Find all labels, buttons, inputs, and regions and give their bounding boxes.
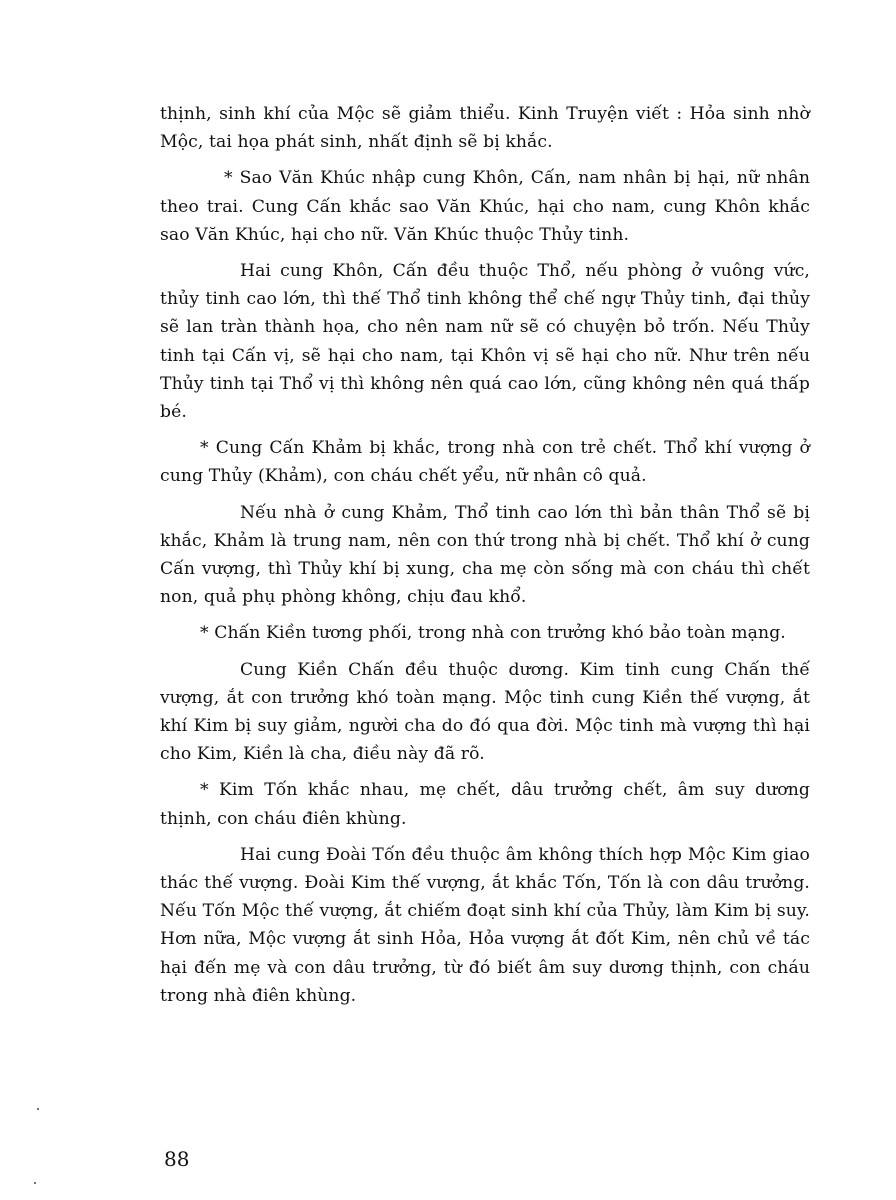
page-number: 88 — [164, 1147, 190, 1171]
paragraph-continuation: thịnh, sinh khí của Mộc sẽ giảm thiểu. Kinh Truyện viết : Hỏa sinh nhờ Mộc, tai họa phát sinh, nhất định sẽ bị khắc. — [160, 104, 810, 153]
paragraph-nha-kham: Nếu nhà ở cung Khảm, Thổ tinh cao lớn thì bản thân Thổ sẽ bị khắc, Khảm là trung nam, nên con thứ trong nhà bị chết. Thổ khí ở cung Cấn vượng, thì Thủy khí bị xung, cha mẹ còn sống mà con cháu thì chết non, quả phụ phòng không, chịu đau khổ. — [160, 502, 810, 608]
paragraph-chan-kien: * Chấn Kiền tương phối, trong nhà con trưởng khó bảo toàn mạng. — [200, 623, 786, 644]
page-body — [160, 100, 810, 1018]
paragraph-kim-ton: * Kim Tốn khắc nhau, mẹ chết, dâu trưởng chết, âm suy dương thịnh, con cháu điên khùng. — [160, 780, 810, 829]
scan-speck — [37, 1108, 39, 1110]
paragraph-kien-chan: Cung Kiền Chấn đều thuộc dương. Kim tinh cung Chấn thế vượng, ắt con trưởng khó toàn mạng. Mộc tinh cung Kiền thế vượng, ắt khí Kim bị suy giảm, người cha do đó qua đời. Mộc tinh mà vượng thì hại cho Kim, Kiền là cha, điều này đã rõ. — [160, 659, 810, 765]
paragraph-van-khuc: * Sao Văn Khúc nhập cung Khôn, Cấn, nam nhân bị hại, nữ nhân theo trai. Cung Cấn khắc sao Văn Khúc, hại cho nam, cung Khôn khắc sao Văn Khúc, hại cho nữ. Văn Khúc thuộc Thủy tinh. — [160, 168, 810, 245]
paragraph-can-kham: * Cung Cấn Khảm bị khắc, trong nhà con trẻ chết. Thổ khí vượng ở cung Thủy (Khảm), con cháu chết yểu, nữ nhân cô quả. — [160, 438, 810, 487]
scan-speck — [34, 1182, 36, 1184]
paragraph-khon-can: Hai cung Khôn, Cấn đều thuộc Thổ, nếu phòng ở vuông vức, thủy tinh cao lớn, thì thế Thổ tinh không thể chế ngự Thủy tinh, đại thủy sẽ lan tràn thành họa, cho nên nam nữ sẽ có chuyện bỏ trốn. Nếu Thủy tinh tại Cấn vị, sẽ hại cho nam, tại Khôn vị sẽ hại cho nữ. Như trên nếu Thủy tinh tại Thổ vị thì không nên quá cao lớn, cũng không nên quá thấp bé. — [160, 261, 810, 423]
paragraph-doai-ton: Hai cung Đoài Tốn đều thuộc âm không thích hợp Mộc Kim giao thác thế vượng. Đoài Kim thế vượng, ắt khắc Tốn, Tốn là con dâu trưởng. Nếu Tốn Mộc thế vượng, ắt chiếm đoạt sinh khí của Thủy, làm Kim bị suy. Hơn nữa, Mộc vượng ắt sinh Hỏa, Hỏa vượng ắt đốt Kim, nên chủ về tác hại đến mẹ và con dâu trưởng, từ đó biết âm suy dương thịnh, con cháu trong nhà điên khùng. — [160, 844, 810, 1006]
